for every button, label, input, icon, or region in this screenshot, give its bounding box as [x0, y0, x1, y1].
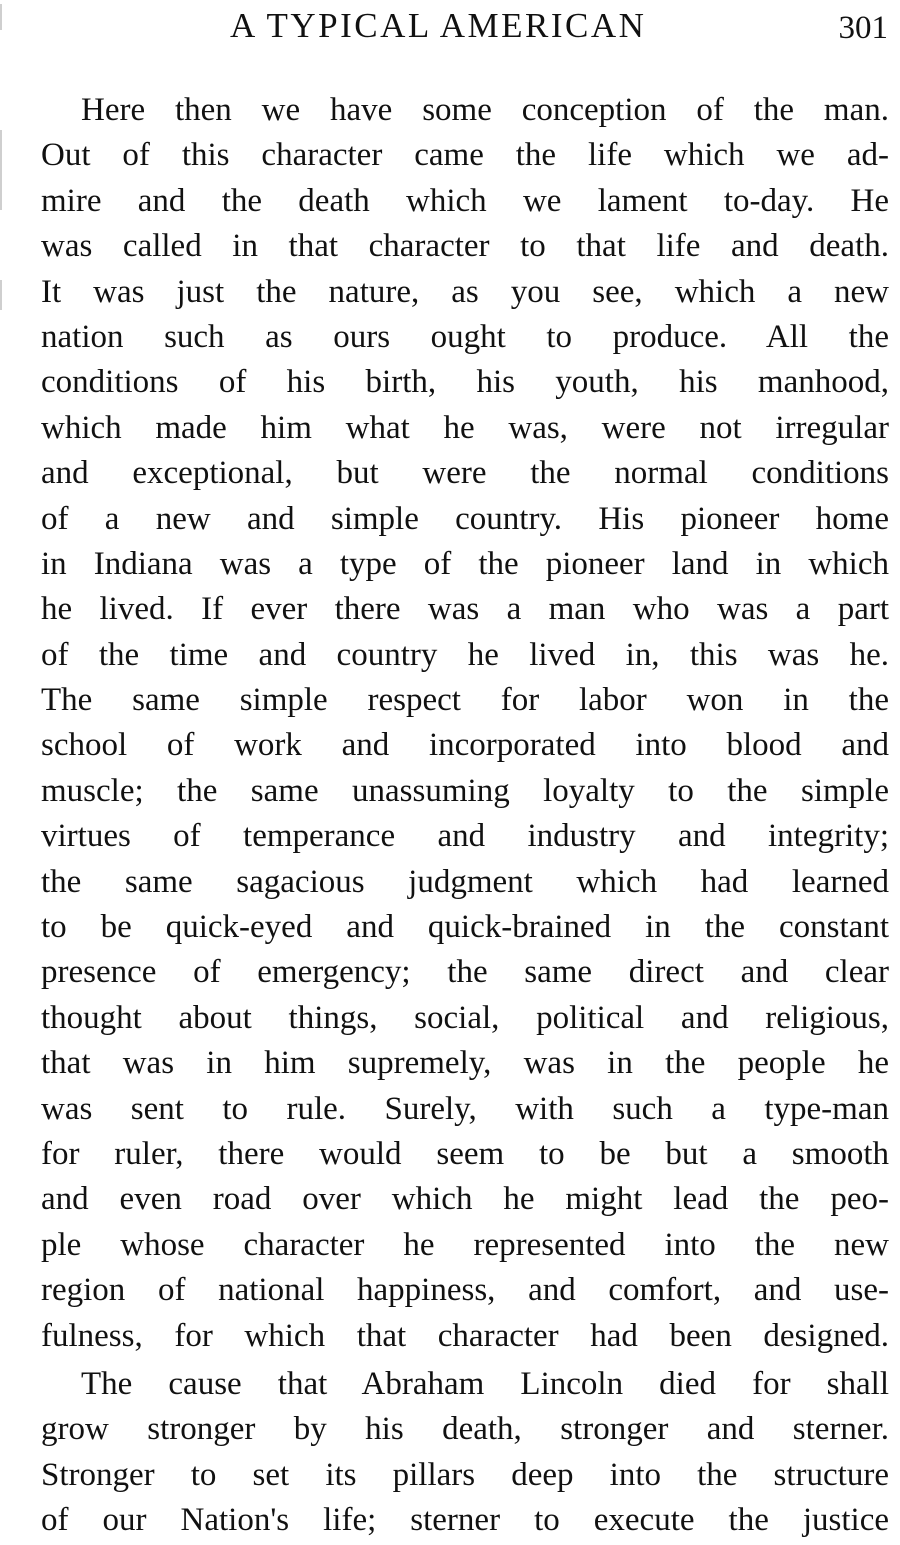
text-line: school of work and incorporated into blood and	[41, 727, 889, 764]
text-line: mire and the death which we lament to-day. He	[41, 182, 889, 219]
text-line: The same simple respect for labor won in the	[41, 682, 889, 719]
page-number: 301	[838, 10, 888, 46]
text-line: to be quick-eyed and quick-brained in the constant	[41, 909, 889, 946]
text-line: ple whose character he represented into the new	[41, 1226, 889, 1263]
text-line: thought about things, social, political and religious,	[41, 999, 889, 1036]
text-line: and even road over which he might lead the peo-	[41, 1181, 889, 1218]
page-header	[40, 4, 888, 54]
text-line: for ruler, there would seem to be but a smooth	[41, 1135, 889, 1172]
text-line: and exceptional, but were the normal conditions	[41, 455, 889, 492]
text-line: of our Nation's life; sterner to execute the justice	[41, 1502, 889, 1539]
text-line: virtues of temperance and industry and integrity;	[41, 818, 889, 855]
text-line: Here then we have some conception of the man.	[81, 92, 889, 128]
text-line: It was just the nature, as you see, which a new	[41, 273, 889, 310]
text-line: nation such as ours ought to produce. All the	[41, 318, 889, 355]
text-line: the same sagacious judgment which had learned	[41, 863, 889, 900]
text-line: of the time and country he lived in, this was he.	[41, 636, 889, 673]
page-edge-mark-lower	[0, 280, 2, 310]
paragraph-1	[41, 88, 889, 1359]
body-text	[41, 88, 889, 1544]
page-edge-mark-middle	[0, 130, 2, 210]
text-line: that was in him supremely, was in the people he	[41, 1045, 889, 1082]
text-line: of a new and simple country. His pioneer home	[41, 500, 889, 537]
text-line: Out of this character came the life which we ad-	[41, 137, 889, 174]
text-line: muscle; the same unassuming loyalty to the simple	[41, 772, 889, 809]
text-line: he lived. If ever there was a man who was a part	[41, 591, 889, 628]
running-head: A TYPICAL AMERICAN	[230, 6, 647, 45]
text-line: in Indiana was a type of the pioneer land in which	[41, 545, 889, 582]
text-line: presence of emergency; the same direct and clear	[41, 954, 889, 991]
paragraph-2	[41, 1362, 889, 1544]
text-line: was called in that character to that life and death.	[41, 228, 889, 265]
text-line: was sent to rule. Surely, with such a type-man	[41, 1090, 889, 1127]
page-edge-mark-top	[0, 4, 2, 30]
text-line: fulness, for which that character had been designed.	[41, 1317, 889, 1354]
text-line: conditions of his birth, his youth, his manhood,	[41, 364, 889, 401]
text-line: which made him what he was, were not irregular	[41, 409, 889, 446]
text-line: Stronger to set its pillars deep into the structure	[41, 1456, 889, 1493]
text-line: grow stronger by his death, stronger and sterner.	[41, 1411, 889, 1448]
text-line: The cause that Abraham Lincoln died for shall	[81, 1365, 889, 1402]
text-line: region of national happiness, and comfort, and use-	[41, 1272, 889, 1309]
